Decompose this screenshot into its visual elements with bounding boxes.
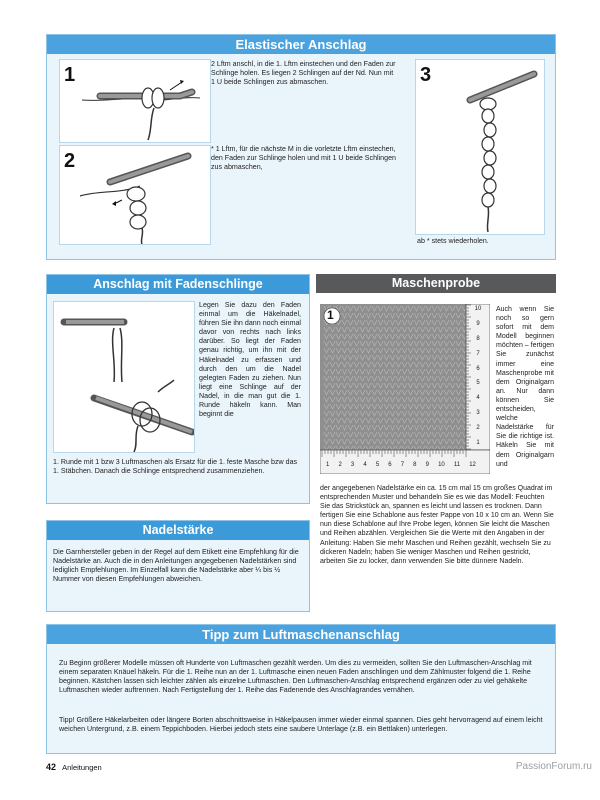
fadenschlinge-title: Anschlag mit Fadenschlinge: [93, 277, 263, 291]
step1-illustration: [59, 59, 211, 143]
tipp-box: [46, 624, 556, 754]
page-number: 42: [46, 762, 57, 772]
fadenschlinge-box: [46, 274, 310, 504]
ruler-number: 1: [326, 462, 330, 468]
maschenprobe-header: [316, 274, 556, 293]
ruler-number: 10: [438, 462, 445, 468]
maschenprobe-section: [316, 274, 556, 610]
tipp-paragraph-2: Tipp! Größere Häkelarbeiten oder längere Borten abschnittsweise in Häkelpausen immer wieder einmal spannen. Dies geht hervorragend auf einem leicht weichen Untergrund, z.B. einem Teppichboden. Hierbei jedoch stets eine saubere Unterlage (z.B. ein Bettlaken) unterlegen.: [59, 716, 543, 734]
ruler-v-number: 4: [476, 395, 480, 402]
step1-number: 1: [64, 64, 76, 86]
nadelstaerke-header: [47, 521, 309, 540]
tipp-header: [47, 625, 555, 644]
ruler-v-number: 10: [474, 306, 482, 312]
maschenprobe-figure-number: 1: [327, 308, 334, 322]
step3-text: ab * stets wiederholen.: [417, 237, 489, 245]
ruler-v-number: 1: [476, 439, 480, 446]
step1-text: 2 Lftm anschl, in die 1. Lftm einstechen und den Faden zur Schlinge holen. Es liegen 2 Schlingen auf der Nd. Nun mit 1 U beide Schlingen zus abmaschen.: [211, 60, 396, 87]
footer-section-label: Anleitungen: [62, 763, 102, 772]
fadenschlinge-illustration: [53, 301, 195, 453]
maschenprobe-bottom-text: der angegebenen Nadelstärke ein ca. 15 cm mal 15 cm großes Quadrat im entsprechenden Muster und behandeln Sie es wie das Modell: Feuchten Sie das Strickstück an, spannen es leicht und lassen es trocknen. Dann fertigen Sie eine Schablone aus fester Pappe von 10 x 10 cm an. Wenn Sie nun diese Schablone auf Ihre Probe legen, können Sie leicht die Maschen und Reihen abzählen. Vergleichen Sie die Werte mit den Angaben in der Anleitung: Haben Sie mehr Maschen und Reihen gezählt, wechseln Sie zu dickeren Nadeln; haben Sie weniger Maschen und Reihen gestrickt, arbeiten Sie zu locker, dann verwenden Sie bitte dünnere Nadeln.: [320, 485, 554, 565]
ruler-v-number: 6: [476, 365, 480, 372]
ruler-number: 3: [350, 462, 355, 468]
maschenprobe-figure: [320, 304, 490, 474]
fadenschlinge-side-text: Legen Sie dazu den Faden einmal um die Häkelnadel, führen Sie ihn dann noch einmal davor von rechts nach links darüber. So liegt der Faden genau richtig, um ihn mit der Häkelnadel zu erfassen und durch den um die Nadel gelegten Faden zu ziehen. Nun liegt eine Schlinge auf der Nadel, in die man gut die 1. Runde häkeln kann. Man beginnt die: [199, 301, 301, 419]
maschenprobe-title: Maschenprobe: [391, 276, 481, 290]
ruler-v-number: 2: [476, 425, 480, 431]
elastischer-anschlag-header: [47, 35, 555, 54]
ruler-number: 12: [469, 462, 476, 468]
ruler-v-number: 7: [476, 350, 480, 357]
ruler-number: 6: [388, 462, 392, 468]
step3-number: 3: [420, 64, 432, 86]
ruler-number: 2: [338, 462, 342, 468]
tipp-paragraph-1: Zu Beginn größerer Modelle müssen oft Hunderte von Luftmaschen gezählt werden. Um dies zu vermeiden, sollten Sie den Luftmaschen-Anschlag mit einem separaten Knäuel häkeln. Für die 1. Reihe nun an der 1. Luftmasche einen neuen Faden anschlingen und dem Zählmuster folgend die 1. Reihe beginnen. Kästchen lassen sich leichter zählen als einzelne Luftmaschen. Den Luftmaschen-Anschlag entsprechend ergänzen oder zu viel gehäkelte Luftmaschen wieder auftrennen. Nach Fertigstellung der 1. Reihe das Fadenende des Anschlagrandes vernähen.: [59, 659, 532, 695]
elastischer-anschlag-box: [46, 34, 556, 260]
step2-number: 2: [64, 150, 76, 172]
ruler-v-number: 9: [476, 320, 480, 327]
nadelstaerke-box: [46, 520, 310, 612]
ruler-number: 11: [453, 462, 461, 468]
ruler-v-number: 5: [476, 380, 480, 387]
ruler-v-number: 3: [476, 410, 480, 417]
step3-illustration: [415, 59, 545, 235]
elastischer-anschlag-title: Elastischer Anschlag: [235, 37, 367, 52]
page-footer: [46, 762, 102, 772]
fadenschlinge-header: [47, 275, 309, 294]
ruler-number: 4: [363, 462, 367, 468]
ruler-number: 5: [375, 462, 380, 468]
tipp-title: Tipp zum Luftmaschenanschlag: [202, 627, 400, 642]
maschenprobe-side-text: Auch wenn Sie noch so gern sofort mit dem Modell beginnen möchten – fertigen Sie zunächst immer eine Maschenprobe mit dem Originalgarn an. Nur dann können Sie entscheiden, welche Nadelstärke für Sie die richtige ist. Häkeln Sie mit dem Originalgarn und: [496, 306, 554, 468]
ruler-v-number: 8: [476, 335, 480, 342]
ruler-number: 7: [400, 462, 405, 468]
watermark: PassionForum.ru: [515, 761, 592, 772]
step2-text: * 1 Lftm, für die nächste M in die vorletzte Lftm einstechen, den Faden zur Schlinge holen und mit 1 U beide Schlingen zus abmaschen,: [211, 145, 396, 172]
ruler-vertical: [470, 306, 486, 446]
nadelstaerke-title: Nadelstärke: [142, 523, 214, 537]
step2-illustration: [59, 145, 211, 245]
ruler-number: 9: [425, 462, 429, 468]
nadelstaerke-text: Die Garnhersteller geben in der Regel auf dem Etikett eine Empfehlung für die Nadelstärke an. Auch die in den Anleitungen angegebenen Nadelstärken sind lediglich Empfehlungen. Im Einzelfall kann die Nadelstärke aber ¼ bis ½ Nummer von diesen Empfehlungen abweichen.: [53, 548, 299, 584]
ruler-horizontal: [326, 462, 476, 472]
fadenschlinge-bottom-text: 1. Runde mit 1 bzw 3 Luftmaschen als Ersatz für die 1. feste Masche bzw das 1. Stäbchen. Danach die Schlinge entsprechend zusammenziehen.: [53, 458, 298, 476]
ruler-number: 8: [413, 462, 417, 468]
